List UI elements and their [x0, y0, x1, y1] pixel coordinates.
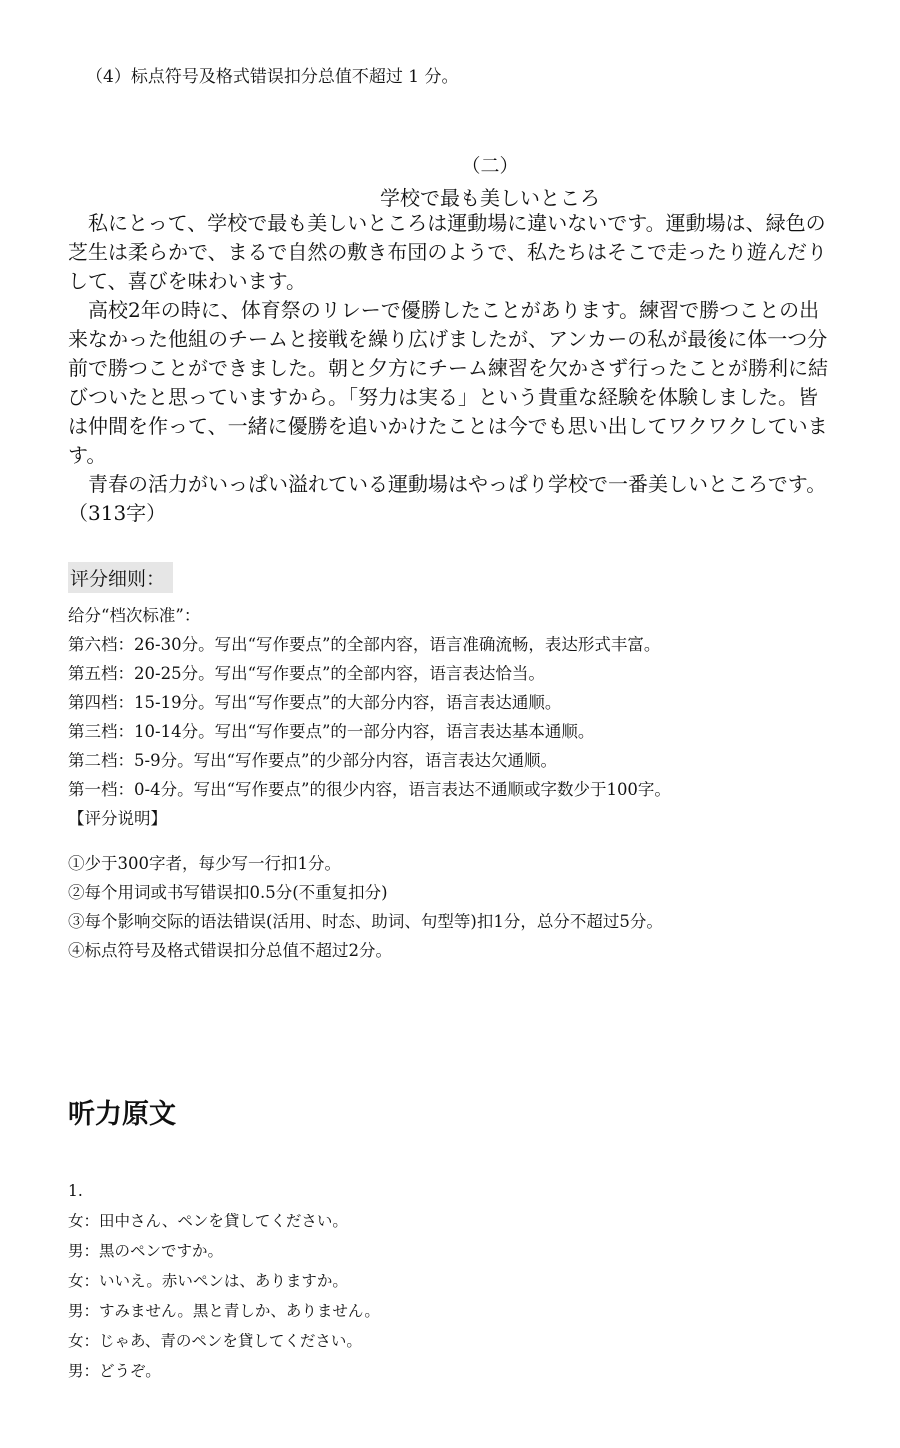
dialog-line: 男：どうぞ。	[68, 1362, 161, 1380]
dialog-number: 1.	[68, 1182, 83, 1200]
rubric-level: 第四档：15-19分。写出“写作要点”的大部分内容，语言表达通顺。	[68, 693, 562, 712]
rubric-intro: 给分“档次标准”：	[68, 606, 201, 625]
listening-heading: 听力原文	[68, 1099, 176, 1130]
rubric-heading: 评分细则：	[68, 562, 173, 593]
essay-line: 前で勝つことができました。朝と夕方にチーム練習を欠かさず行ったことが勝利に結	[68, 356, 828, 380]
dialog-line: 男：すみません。黒と青しか、ありません。	[68, 1302, 380, 1320]
dialog-line: 女：田中さん、ペンを貸してください。	[68, 1212, 348, 1230]
dialog-line: 男：黒のペンですか。	[68, 1242, 224, 1260]
essay-line: 芝生は柔らかで、まるで自然の敷き布団のようで、私たちはそこで走ったり遊んだり	[68, 240, 827, 264]
essay-line: びついたと思っていますから。「努力は実る」という貴重な経験を体験しました。皆	[68, 385, 818, 409]
listening-dialog	[68, 1176, 380, 1386]
rubric-note: ①少于300字者，每少写一行扣1分。	[68, 854, 341, 873]
essay-line: して、喜びを味わいます。	[68, 269, 306, 293]
essay-line: す。	[68, 443, 107, 467]
essay-part-label: （二）	[461, 155, 519, 177]
essay-word-count: （313字）	[68, 501, 167, 525]
essay-line: 来なかった他組のチームと接戦を繰り広げましたが、アンカーの私が最後に体一つ分	[68, 327, 828, 351]
dialog-line: 女：じゃあ、青のペンを貸してください。	[68, 1332, 362, 1350]
rubric-heading-block	[68, 562, 173, 593]
dialog-line: 女：いいえ。赤いペンは、ありますか。	[68, 1272, 348, 1290]
essay-title: 学校で最も美しいところ	[380, 186, 600, 210]
essay-line: 高校2年の時に、体育祭のリレーで優勝したことがあります。練習で勝つことの出	[88, 298, 820, 322]
rubric-level: 第五档：20-25分。写出“写作要点”的全部内容，语言表达恰当。	[68, 664, 545, 683]
essay-body	[68, 209, 868, 528]
rubric-notes-heading: 【评分说明】	[68, 809, 167, 828]
essay-line: は仲間を作って、一緒に優勝を追いかけたことは今でも思い出してワクワクしていま	[68, 414, 828, 438]
rubric-note: ②每个用词或书写错误扣0.5分(不重复扣分)	[68, 883, 388, 902]
rubric-level: 第二档：5-9分。写出“写作要点”的少部分内容，语言表达欠通顺。	[68, 751, 557, 770]
essay-line: 私にとって、学校で最も美しいところは運動場に違いないです。運動場は、緑色の	[88, 211, 826, 235]
rubric-level: 第一档：0-4分。写出“写作要点”的很少内容，语言表达不通顺或字数少于100字。	[68, 780, 671, 799]
rubric-note: ③每个影响交际的语法错误(活用、时态、助词、句型等)扣1分，总分不超过5分。	[68, 912, 663, 931]
essay-line: 青春の活力がいっぱい溢れている運動場はやっぱり学校で一番美しいところです。	[88, 472, 827, 496]
rubric-level: 第三档：10-14分。写出“写作要点”的一部分内容，语言表达基本通顺。	[68, 722, 595, 741]
rubric-level: 第六档：26-30分。写出“写作要点”的全部内容，语言准确流畅，表达形式丰富。	[68, 635, 661, 654]
top-scoring-note: （4）标点符号及格式错误扣分总值不超过 1 分。	[86, 67, 459, 87]
rubric-levels	[68, 601, 671, 833]
rubric-note: ④标点符号及格式错误扣分总值不超过2分。	[68, 941, 392, 960]
rubric-notes	[68, 849, 663, 965]
